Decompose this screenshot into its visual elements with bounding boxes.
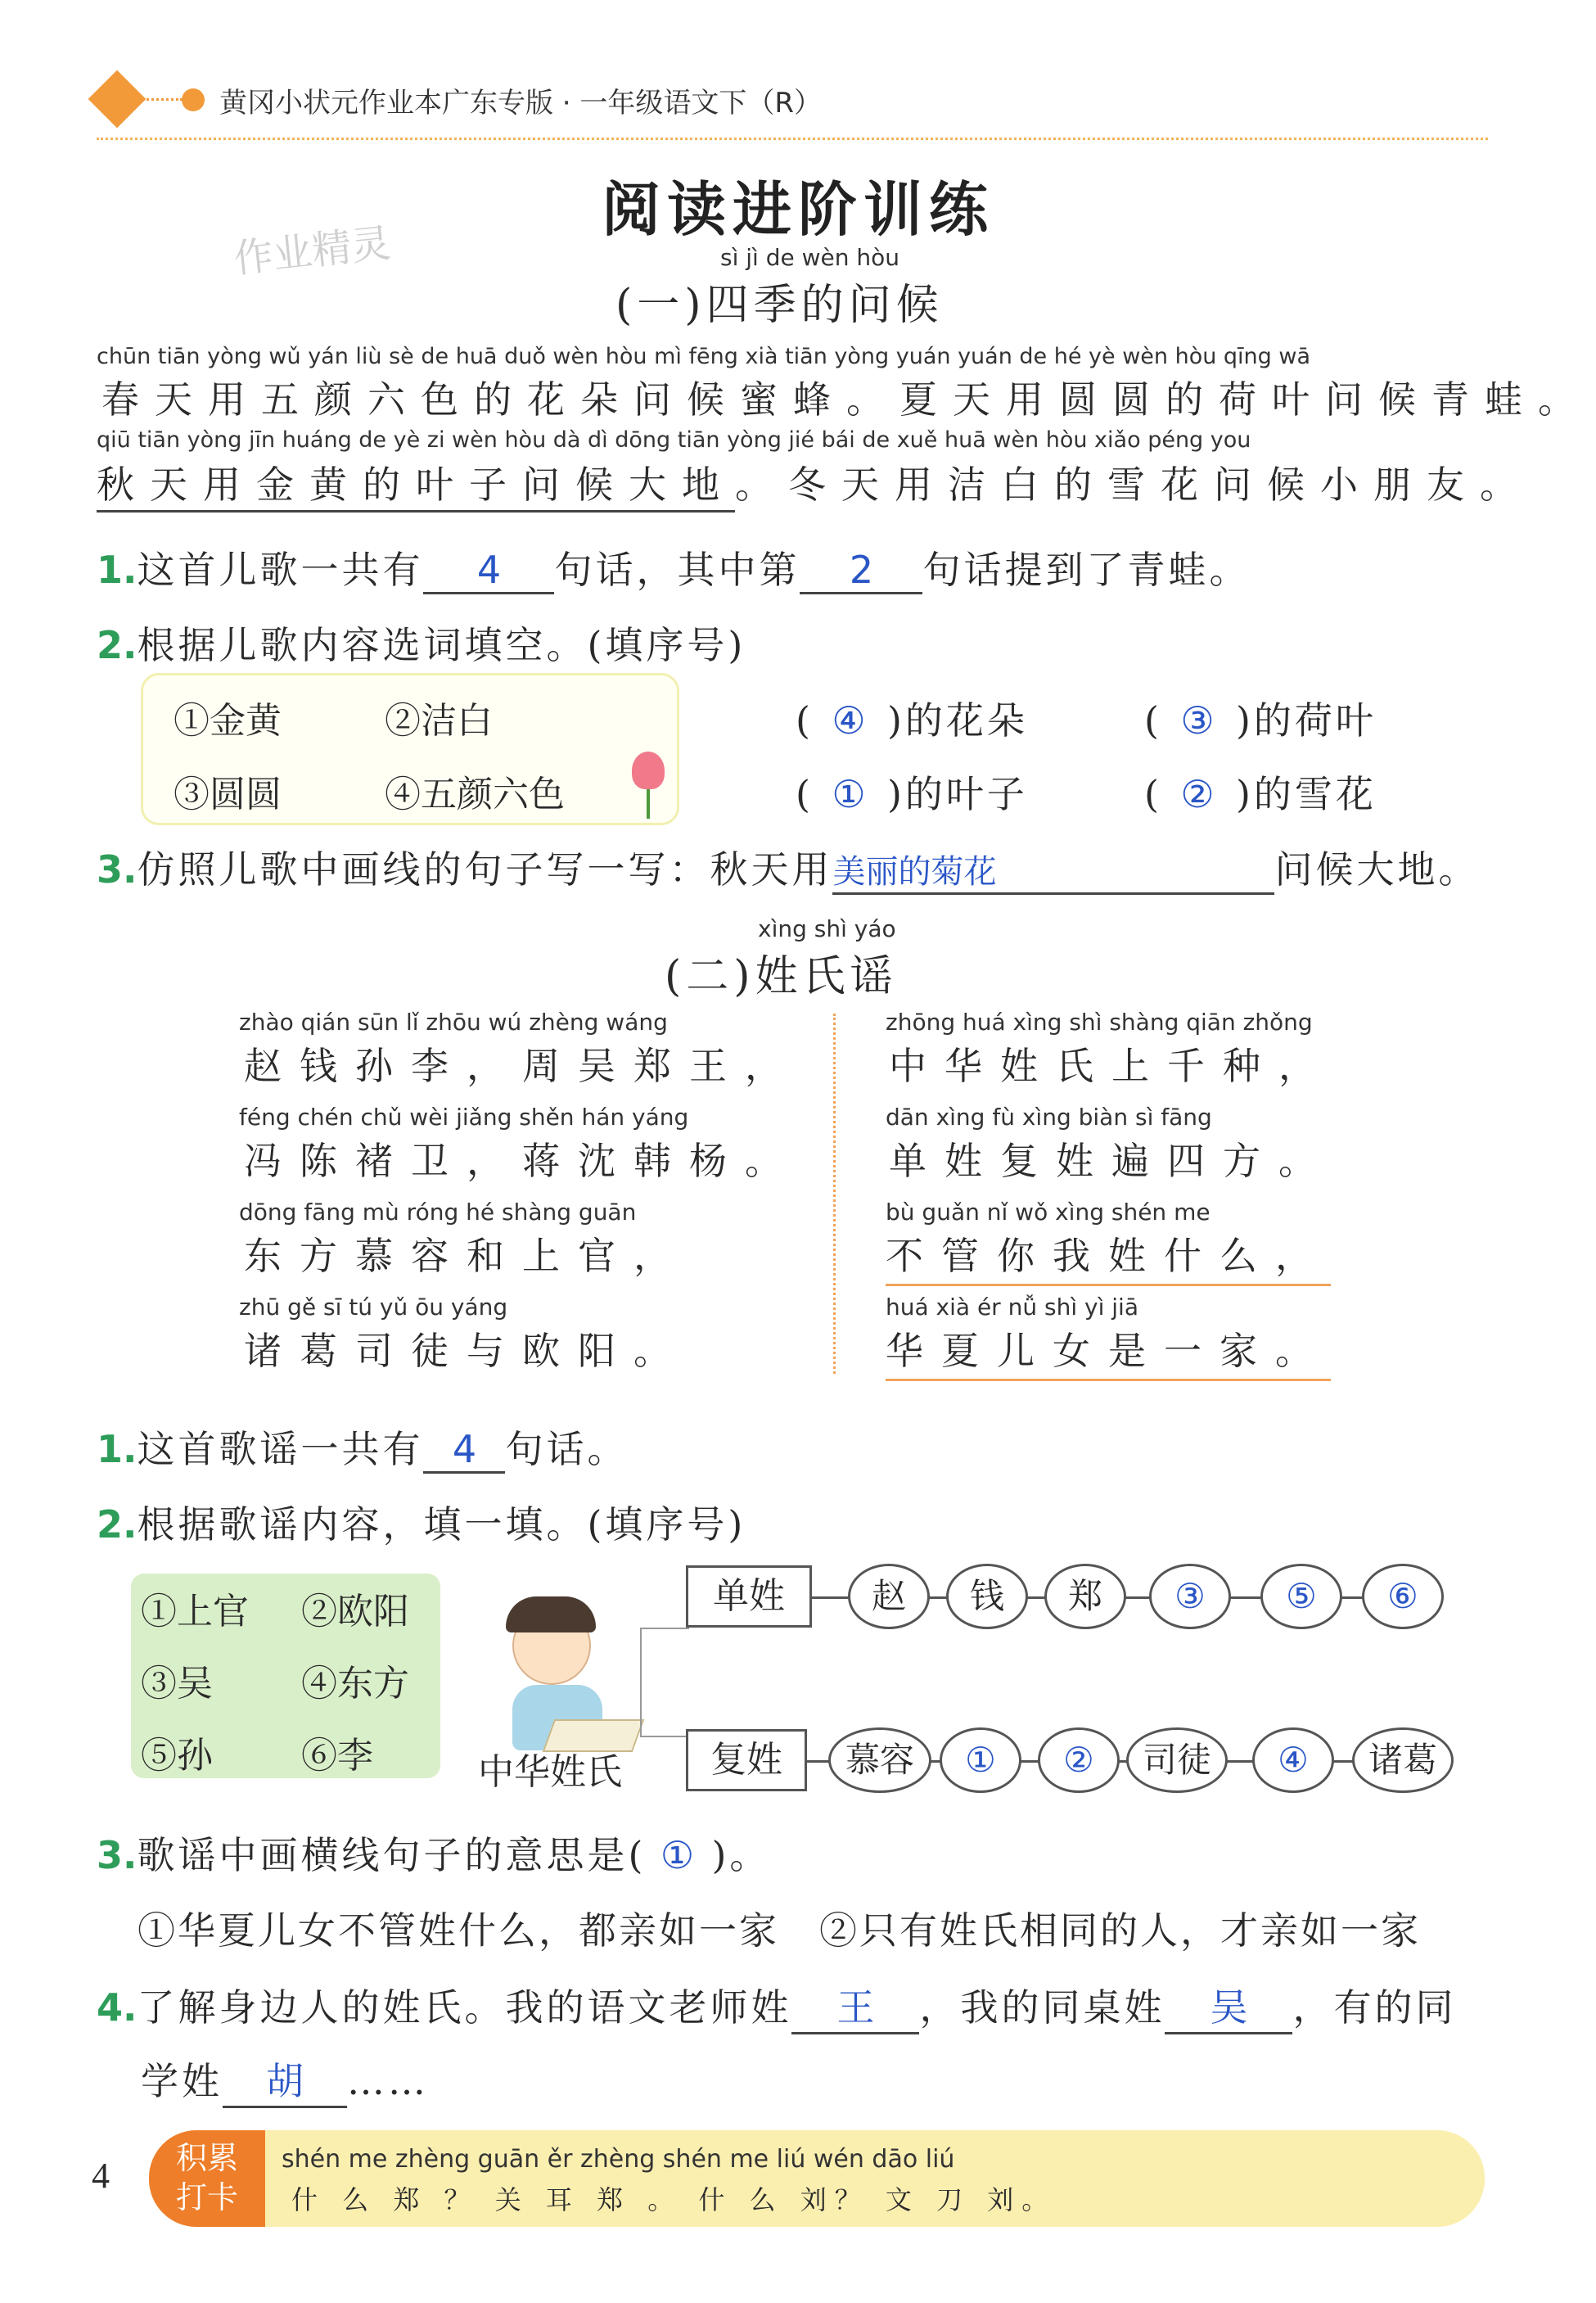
surname-oval: 钱 [946, 1564, 1028, 1629]
answer-blank[interactable]: ④ [832, 698, 869, 743]
question-number: 2. [97, 1502, 138, 1547]
option: ⑤孙 [141, 1735, 213, 1777]
part2-title-pinyin: xìng shì yáo [758, 915, 896, 942]
question-number: 2. [97, 623, 138, 667]
surname-oval: 司徒 [1126, 1727, 1228, 1793]
poem2-right-pinyin-2: dān xìng fù xìng biàn sì fāng [886, 1104, 1212, 1131]
fill-3: ( ① )的叶子 [796, 772, 1028, 816]
question-text: 根据儿歌内容选词填空。(填序号) [137, 623, 746, 667]
poem-divider [833, 1014, 836, 1374]
p2-question-1 [97, 1420, 628, 1474]
question-number: 3. [97, 1833, 138, 1877]
surname-oval: 诸葛 [1352, 1727, 1454, 1793]
answer-blank[interactable]: 王 [791, 1978, 919, 2034]
surname-answer-oval[interactable]: ⑥ [1362, 1564, 1444, 1629]
poem1-pinyin-1: chūn tiān yòng wǔ yán liù sè de huā duǒ wèn hòu mì fēng xià tiān yòng yuán yuán de hé yè wèn hòu qīng wā [97, 344, 1311, 369]
watermark: 作业精灵 [232, 220, 393, 282]
part1-title-pinyin: sì jì de wèn hòu [720, 244, 900, 271]
p2-question-3 [97, 1826, 770, 1880]
surname-answer-oval[interactable]: ③ [1149, 1564, 1231, 1629]
page-title: 阅读进阶训练 [601, 174, 994, 244]
question-text: 句话提到了青蛙。 [922, 548, 1251, 592]
poem2-right-line-2: 单姓复姓遍四方。 [889, 1139, 1334, 1183]
child-hair [506, 1596, 596, 1632]
option: ①金黄 [174, 700, 282, 742]
question-number: 1. [97, 1427, 138, 1471]
p1-question-3 [97, 840, 1479, 895]
fill-text: )的雪花 [1235, 772, 1377, 816]
poem2-left-line-2: 冯陈褚卫，蒋沈韩杨。 [244, 1139, 800, 1183]
poem2-right-line-3: 不管你我姓什么， [886, 1226, 1331, 1286]
answer-blank[interactable]: 美丽的菊花 [832, 846, 1274, 895]
question-text: 了解身边人的姓氏。我的语文老师姓 [137, 1985, 792, 2030]
part1-title: (一)四季的问候 [615, 281, 944, 330]
answer-blank[interactable]: ③ [1180, 698, 1218, 743]
surname-answer-oval[interactable]: ① [940, 1727, 1021, 1793]
option: ②洁白 [385, 700, 493, 742]
footer-tag-line-1: 积累 [175, 2140, 238, 2176]
poem1-pinyin-2: qiū tiān yòng jīn huáng de yè zi wèn hòu dà dì dōng tiān yòng jié bái de xuě huā wèn hòu xiǎo péng you [97, 427, 1251, 453]
header-dot-icon [182, 88, 205, 111]
diagram-root: 中华姓氏 [478, 1751, 622, 1793]
question-text: )。 [711, 1833, 771, 1877]
option: ④五颜六色 [385, 774, 565, 815]
option: ⑥李 [301, 1735, 373, 1777]
p2-question-4 [97, 1978, 1456, 2034]
bracket-line [640, 1628, 642, 1736]
book-title: 黄冈小状元作业本广东专版 · 一年级语文下（R） [219, 87, 823, 120]
surname-answer-oval[interactable]: ② [1038, 1727, 1120, 1793]
question-text: ，有的同 [1292, 1985, 1457, 2030]
surname-oval: 慕容 [828, 1727, 931, 1793]
question-text: 这首儿歌一共有 [137, 548, 424, 592]
poem2-left-line-3: 东方慕容和上官， [244, 1234, 689, 1278]
surname-oval: 郑 [1044, 1564, 1126, 1629]
p2-question-3-choices: ①华夏儿女不管姓什么，都亲如一家 ②只有姓氏相同的人，才亲如一家 [138, 1908, 1421, 1953]
answer-blank[interactable]: 吴 [1165, 1978, 1292, 2034]
footer-tag [149, 2130, 265, 2227]
question-text: 学姓 [141, 2059, 223, 2103]
footer-pinyin: shén me zhèng guān ěr zhèng shén me liú wén dāo liú [282, 2145, 955, 2174]
p1-question-2 [97, 616, 746, 670]
fill-4: ( ② )的雪花 [1144, 772, 1377, 816]
single-surname-label: 单姓 [686, 1565, 812, 1628]
header-rule [97, 138, 1488, 140]
footer-tag-line-2: 打卡 [175, 2179, 238, 2215]
option: ④东方 [301, 1663, 409, 1705]
surname-answer-oval[interactable]: ⑤ [1260, 1564, 1342, 1629]
question-text: ，我的同桌姓 [919, 1985, 1165, 2030]
p2-question-2 [97, 1495, 746, 1549]
poem2-left-line-4: 诸葛司徒与欧阳。 [244, 1329, 689, 1373]
question-text: 句话，其中第 [554, 548, 800, 592]
answer-blank[interactable]: ① [832, 772, 869, 816]
question-text: 仿照儿歌中画线的句子写一写：秋天用 [137, 847, 833, 892]
fill-text: )的花朵 [886, 698, 1028, 743]
poem2-left-pinyin-3: dōng fāng mù róng hé shàng guān [239, 1199, 637, 1226]
question-number: 4. [97, 1985, 138, 2030]
question-text: 句话。 [505, 1427, 629, 1471]
bracket-line [640, 1736, 689, 1737]
poem1-line-2 [97, 455, 1533, 509]
option: ①上官 [141, 1591, 249, 1632]
tulip-flower-icon [632, 752, 665, 789]
poem1-line-1: 春天用五颜六色的花朵问候蜜蜂。夏天用圆圆的荷叶问候青蛙。 [101, 377, 1591, 422]
footer-text: 什 么 郑 ？ 关 耳 郑 。 什 么 刘？ 文 刀 刘。 [291, 2184, 1057, 2215]
poem2-left-pinyin-1: zhào qián sūn lǐ zhōu wú zhèng wáng [239, 1009, 668, 1036]
poem2-left-pinyin-4: zhū gě sī tú yǔ ōu yáng [239, 1294, 508, 1321]
option: ③圆圆 [174, 774, 282, 815]
poem1-line-2-rest: 。冬天用洁白的雪花问候小朋友。 [735, 463, 1533, 507]
poem1-underlined-sentence: 秋天用金黄的叶子问候大地 [97, 463, 735, 513]
poem2-right-pinyin-4: huá xià ér nǚ shì yì jiā [886, 1294, 1138, 1321]
question-number: 3. [97, 847, 138, 892]
poem2-left-line-1: 赵钱孙李，周吴郑王， [244, 1044, 800, 1088]
question-text: 根据歌谣内容，填一填。(填序号) [137, 1502, 746, 1547]
answer-blank[interactable]: 胡 [223, 2052, 347, 2108]
double-surname-label: 复姓 [686, 1729, 807, 1791]
question-text: 问候大地。 [1274, 847, 1480, 892]
question-text: 歌谣中画横线句子的意思是( [137, 1833, 647, 1877]
page-number: 4 [92, 2156, 110, 2196]
surname-answer-oval[interactable]: ④ [1252, 1727, 1334, 1793]
poem2-right-pinyin-1: zhōng huá xìng shì shàng qiān zhǒng [886, 1009, 1313, 1036]
bracket-line [640, 1628, 689, 1629]
poem2-right-line-1: 中华姓氏上千种， [889, 1044, 1334, 1088]
option: ③吴 [141, 1663, 213, 1705]
part2-title: (二)姓氏谣 [665, 952, 898, 1001]
option: ②欧阳 [301, 1591, 409, 1632]
fill-text: )的荷叶 [1235, 698, 1377, 743]
answer-blank[interactable]: 4 [423, 1427, 505, 1474]
poem2-left-pinyin-2: féng chén chǔ wèi jiǎng shěn hán yáng [239, 1104, 689, 1131]
fill-2: ( ③ )的荷叶 [1144, 698, 1377, 743]
poem2-right-pinyin-3: bù guǎn nǐ wǒ xìng shén me [886, 1199, 1211, 1226]
surname-oval: 赵 [848, 1564, 930, 1629]
question-text: …… [347, 2059, 429, 2103]
answer-blank[interactable]: ① [660, 1833, 698, 1877]
p2-question-4-line2 [141, 2052, 429, 2108]
header-divider [138, 98, 183, 101]
p1-question-1 [97, 540, 1250, 594]
answer-blank[interactable]: ② [1180, 772, 1218, 816]
answer-blank[interactable]: 2 [800, 548, 922, 594]
question-text: 这首歌谣一共有 [137, 1427, 424, 1471]
fill-text: )的叶子 [886, 772, 1028, 816]
fill-1: ( ④ )的花朵 [796, 698, 1028, 743]
answer-blank[interactable]: 4 [423, 548, 554, 594]
question-number: 1. [97, 548, 138, 592]
poem2-right-line-4: 华夏儿女是一家。 [886, 1321, 1331, 1381]
